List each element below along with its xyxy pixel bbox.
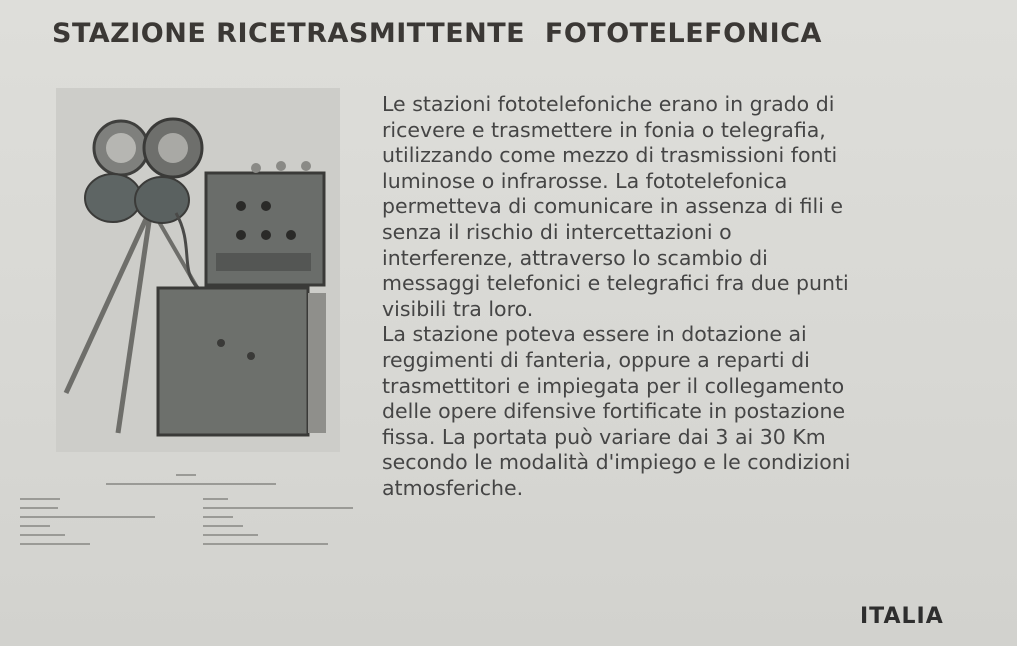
knob [261, 230, 271, 240]
sign-footer: ITALIA [860, 604, 944, 629]
photo-caption [18, 470, 363, 560]
lamp-lens [158, 133, 188, 163]
lamp-lower-left [85, 174, 141, 222]
sign-body: Le stazioni fototelefoniche erano in grado di ricevere e trasmettere in fonia o telegrafia, utilizzando come mezzo di trasmissioni fonti luminose o infrarosse. La fototelefonica permetteva di comunicare in assenza di fili e senza il rischio di intercettazioni o interferenze, attraverso lo scambio di messaggi telefonici e telegrafici fra due punti visibili tra loro. La stazione poteva essere in dotazione ai reggimenti di fanteria, oppure a reparti di trasmettitori e impiegata per il collegamento delle opere difensive fortificate in postazione fissa. La portata può variare dai 3 ai 30 Km secondo le modalità d'impiego e le condizioni atmosferiche. [382, 92, 851, 500]
screw [217, 339, 225, 347]
side-panel [308, 293, 326, 433]
lamp-lens [106, 133, 136, 163]
panel-strip [216, 253, 311, 271]
sign-title: STAZIONE RICETRASMITTENTE FOTOTELEFONICA [52, 18, 822, 49]
knob [236, 230, 246, 240]
phototelephone-illustration [56, 88, 340, 452]
knob [261, 201, 271, 211]
terminal [301, 161, 311, 171]
station-photo [56, 88, 340, 452]
knob [286, 230, 296, 240]
knob [236, 201, 246, 211]
screw [247, 352, 255, 360]
lamp-lower-right [135, 177, 189, 223]
battery-box [158, 288, 308, 435]
terminal [276, 161, 286, 171]
terminal [251, 163, 261, 173]
